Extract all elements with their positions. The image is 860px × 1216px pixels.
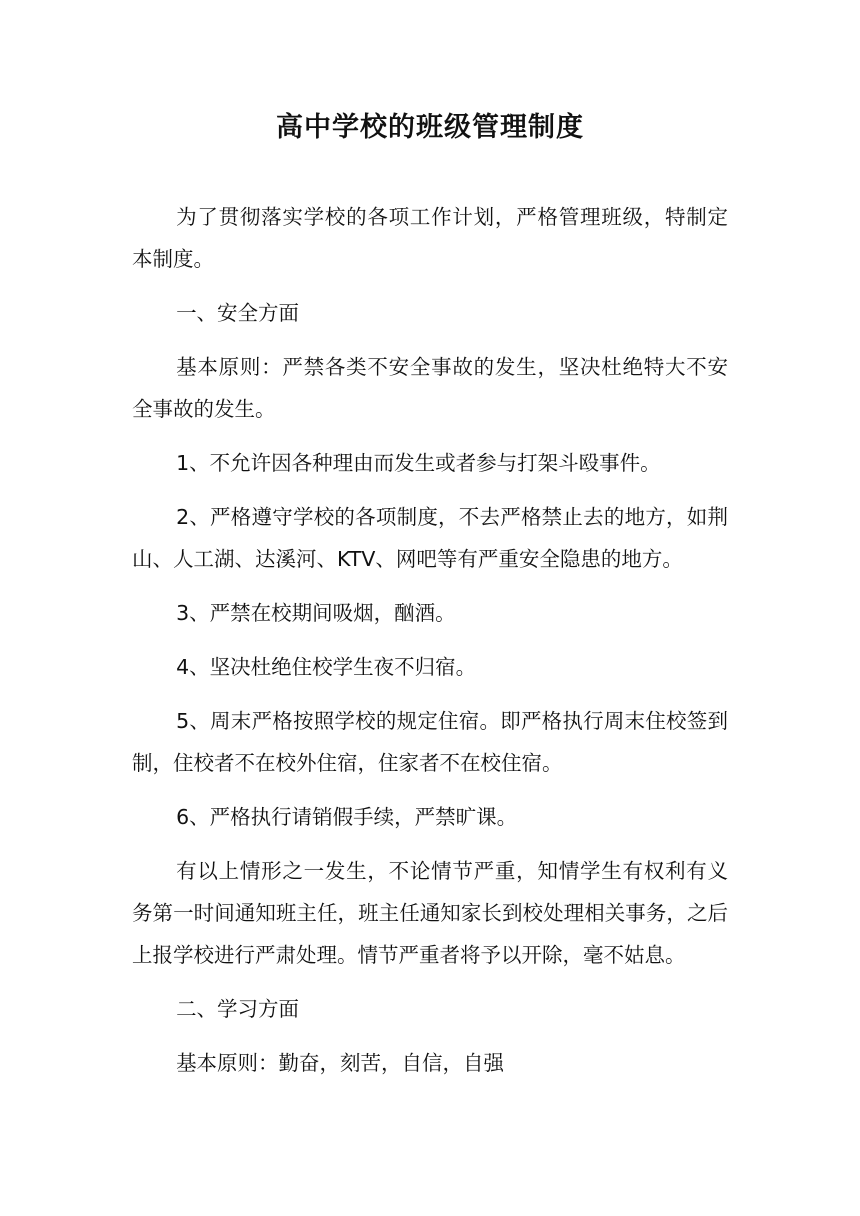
safety-principle-paragraph: 基本原则：严禁各类不安全事故的发生，坚决杜绝特大不安全事故的发生。	[132, 355, 728, 421]
safety-rule-6: 6、严格执行请销假手续，严禁旷课。	[176, 805, 518, 829]
safety-rule-5: 5、周末严格按照学校的规定住宿。即严格执行周末住校签到制，住校者不在校外住宿，住家者不在校住宿。	[132, 709, 728, 775]
safety-consequence-paragraph: 有以上情形之一发生，不论情节严重，知情学生有权利有义务第一时间通知班主任，班主任通知家长到校处理相关事务，之后上报学校进行严肃处理。情节严重者将予以开除，毫不姑息。	[132, 859, 728, 967]
safety-rule-2: 2、严格遵守学校的各项制度，不去严格禁止去的地方，如荆山、人工湖、达溪河、KTV、网吧等有严重安全隐患的地方。	[132, 505, 728, 571]
safety-rule-4: 4、坚决杜绝住校学生夜不归宿。	[176, 655, 477, 679]
document-body	[132, 196, 728, 1096]
section-heading-study: 二、学习方面	[176, 997, 300, 1021]
intro-paragraph: 为了贯彻落实学校的各项工作计划，严格管理班级，特制定本制度。	[132, 205, 728, 271]
section-heading-safety: 一、安全方面	[176, 301, 300, 325]
safety-rule-3: 3、严禁在校期间吸烟，酗酒。	[176, 601, 456, 625]
document-title: 高中学校的班级管理制度	[276, 112, 584, 143]
study-principle-paragraph: 基本原则：勤奋，刻苦，自信，自强	[176, 1051, 505, 1075]
safety-rule-1: 1、不允许因各种理由而发生或者参与打架斗殴事件。	[176, 451, 661, 475]
